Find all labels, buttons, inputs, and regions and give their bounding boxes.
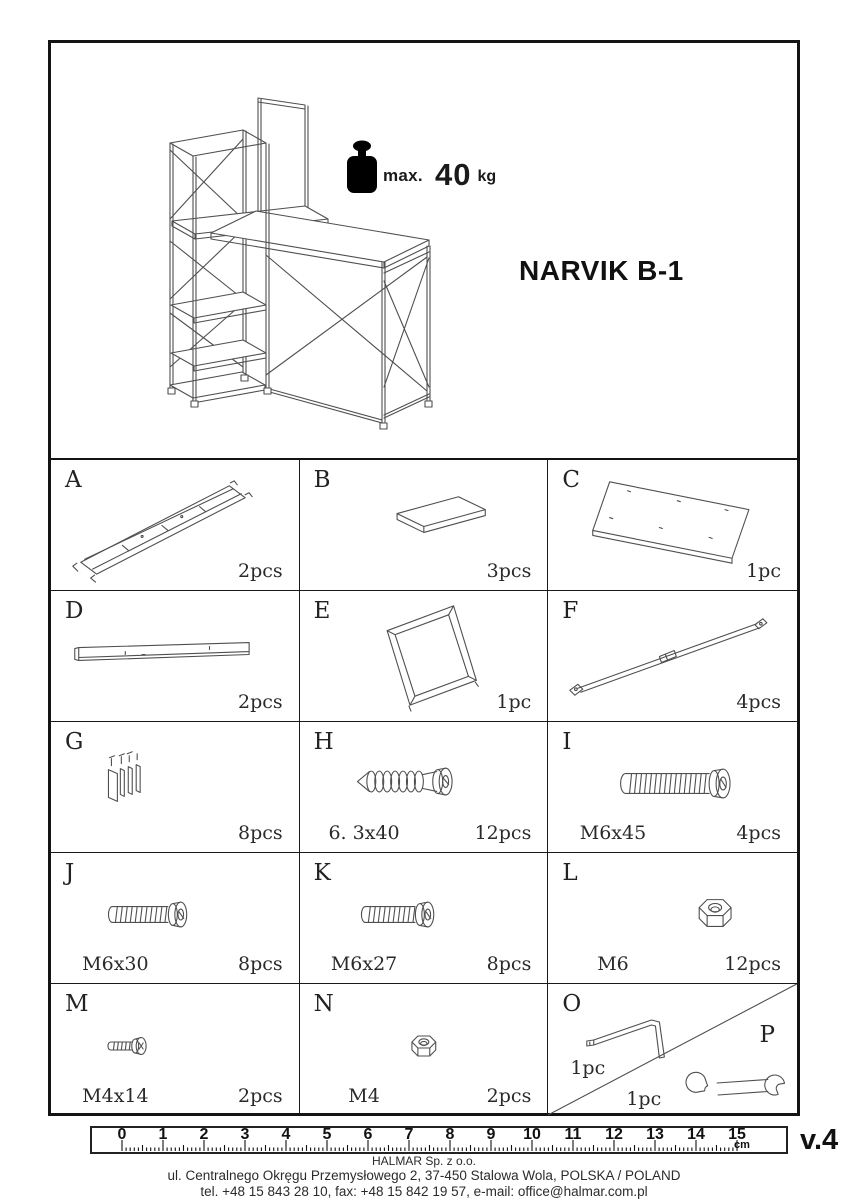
part-cell-a bbox=[51, 460, 300, 591]
part-label: N bbox=[313, 991, 334, 1017]
part-label: D bbox=[65, 598, 84, 624]
part-cell-n bbox=[300, 984, 549, 1115]
part-cell-e bbox=[300, 591, 549, 722]
part-label: C bbox=[562, 467, 580, 493]
part-label: K bbox=[313, 860, 331, 886]
part-label: G bbox=[65, 729, 84, 755]
product-illustration-area bbox=[51, 43, 797, 458]
part-label: P bbox=[759, 1022, 775, 1048]
ruler-number: 1 bbox=[158, 1126, 168, 1143]
part-cell-k bbox=[300, 853, 549, 984]
ruler-number: 11 bbox=[564, 1126, 582, 1143]
part-cell-h bbox=[300, 722, 549, 853]
part-cell-i bbox=[548, 722, 797, 853]
part-cell-d bbox=[51, 591, 300, 722]
ruler-number: 0 bbox=[117, 1126, 127, 1143]
part-count: 12pcs bbox=[474, 822, 532, 844]
weight-icon bbox=[346, 139, 378, 195]
part-cell-j bbox=[51, 853, 300, 984]
footer-contact: tel. +48 15 843 28 10, fax: +48 15 842 19 57, e-mail: office@halmar.com.pl bbox=[200, 1184, 648, 1199]
ruler-tick-marks bbox=[92, 1130, 786, 1152]
ruler-unit-label: cm bbox=[734, 1139, 750, 1151]
part-count: 1pc bbox=[496, 691, 532, 713]
ruler-number: 8 bbox=[445, 1126, 455, 1143]
part-count: 8pcs bbox=[238, 822, 283, 844]
part-count: 2pcs bbox=[238, 691, 283, 713]
part-cell-m bbox=[51, 984, 300, 1115]
part-count: 4pcs bbox=[736, 822, 781, 844]
part-count: 2pcs bbox=[238, 1085, 283, 1107]
part-cell-g bbox=[51, 722, 300, 853]
part-label: J bbox=[65, 860, 75, 886]
part-count: 1pc bbox=[570, 1057, 606, 1079]
part-label: O bbox=[562, 991, 582, 1017]
ruler-number: 13 bbox=[646, 1126, 664, 1143]
ruler-number: 15 bbox=[728, 1126, 746, 1143]
part-label: E bbox=[313, 598, 331, 624]
part-label: B bbox=[313, 467, 331, 493]
ruler-number: 14 bbox=[687, 1126, 705, 1143]
ruler-number: 6 bbox=[363, 1126, 373, 1143]
product-title: NARVIK B-1 bbox=[519, 255, 684, 286]
part-label: I bbox=[562, 729, 572, 755]
part-label: H bbox=[313, 729, 334, 755]
part-cell-f bbox=[548, 591, 797, 722]
weight-limit bbox=[346, 139, 496, 195]
part-count: 1pc bbox=[626, 1088, 662, 1110]
part-spec: M6 bbox=[597, 953, 629, 975]
page-frame bbox=[48, 40, 800, 1116]
part-spec: M6x45 bbox=[579, 822, 647, 844]
part-count: 1pc bbox=[746, 560, 781, 582]
part-count: 3pcs bbox=[486, 560, 532, 582]
parts-grid bbox=[51, 458, 797, 1115]
part-count: 2pcs bbox=[486, 1085, 532, 1107]
version-label: v.4 bbox=[800, 1124, 839, 1156]
part-drawing-allen-key-and-wrench bbox=[548, 984, 797, 1115]
weight-unit: kg bbox=[477, 168, 497, 185]
ruler-number: 2 bbox=[199, 1126, 209, 1143]
part-spec: M6x30 bbox=[82, 953, 149, 975]
part-spec: 6. 3x40 bbox=[328, 822, 400, 844]
ruler-number: 7 bbox=[404, 1126, 414, 1143]
part-count: 8pcs bbox=[238, 953, 283, 975]
ruler-number: 5 bbox=[322, 1126, 332, 1143]
part-cell-o-p bbox=[548, 984, 797, 1115]
desk-line-drawing bbox=[51, 43, 797, 458]
part-label: L bbox=[562, 860, 578, 886]
weight-max-label: max. bbox=[383, 166, 423, 185]
ruler bbox=[90, 1126, 788, 1154]
part-cell-c bbox=[548, 460, 797, 591]
ruler-number: 12 bbox=[605, 1126, 623, 1143]
part-count: 4pcs bbox=[736, 691, 781, 713]
ruler-number: 9 bbox=[486, 1126, 496, 1143]
ruler-number: 4 bbox=[281, 1126, 291, 1143]
part-count: 8pcs bbox=[486, 953, 532, 975]
part-spec: M4x14 bbox=[82, 1085, 149, 1107]
ruler-ticks bbox=[122, 1140, 737, 1151]
part-count: 2pcs bbox=[238, 560, 283, 582]
part-spec: M6x27 bbox=[330, 953, 398, 975]
part-label: M bbox=[65, 991, 89, 1017]
part-cell-l bbox=[548, 853, 797, 984]
footer-address: ul. Centralnego Okręgu Przemysłowego 2, 37-450 Stalowa Wola, POLSKA / POLAND bbox=[167, 1168, 681, 1183]
cell-diagonal-divider bbox=[548, 984, 797, 1115]
part-spec: M4 bbox=[348, 1085, 380, 1107]
part-cell-b bbox=[300, 460, 549, 591]
weight-value: 40 bbox=[434, 157, 472, 192]
ruler-number: 3 bbox=[240, 1126, 250, 1143]
footer-company: HALMAR Sp. z o.o. bbox=[371, 1154, 477, 1168]
part-count: 12pcs bbox=[724, 953, 781, 975]
part-label: F bbox=[562, 598, 579, 624]
part-label: A bbox=[65, 467, 82, 493]
ruler-number: 10 bbox=[523, 1126, 541, 1143]
